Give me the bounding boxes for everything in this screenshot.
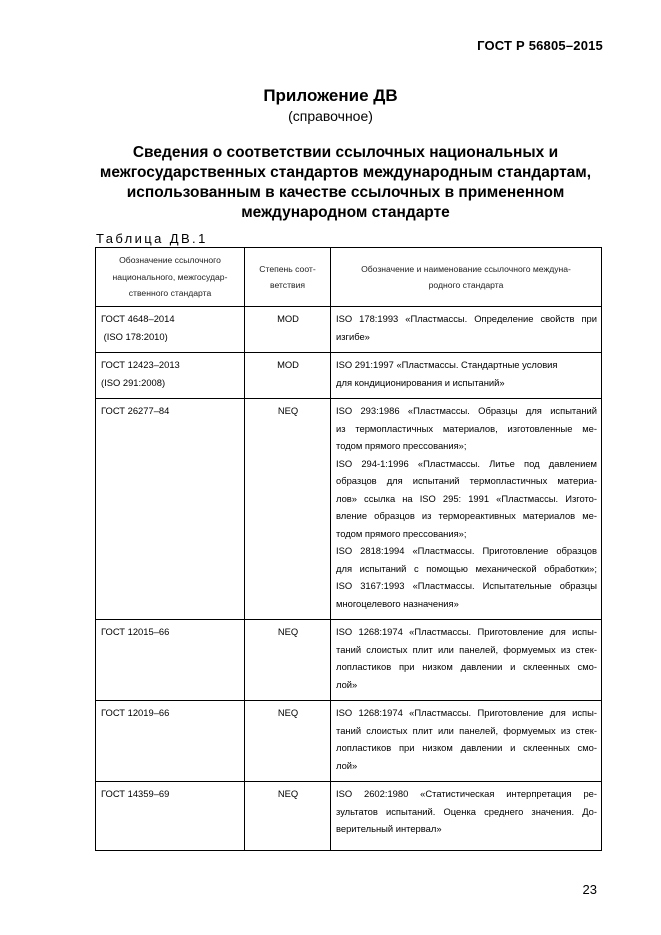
- table-row: [96, 353, 602, 399]
- cell-line: тодом прямого прессования»;: [336, 527, 467, 539]
- cell-degree: NEQ: [245, 701, 331, 782]
- appendix-title: Приложение ДВ: [263, 86, 398, 105]
- cell-line: (ISO 178:2010): [101, 330, 168, 342]
- header-line: Обозначение и наименование ссылочного междуна-: [361, 263, 571, 274]
- cell-degree: NEQ: [245, 782, 331, 851]
- header-line: родного стандарта: [428, 280, 504, 290]
- section-heading: [90, 143, 601, 223]
- cell-line: ISO 2818:1994 «Пластмассы. Приготовление образцов: [336, 545, 597, 556]
- cell-line: зультатов испытаний. Оценка среднего значения. До-: [336, 805, 597, 817]
- header-line: ветствия: [269, 280, 306, 290]
- cell-standard-code: [96, 701, 245, 782]
- header-line: Обозначение ссылочного: [119, 255, 221, 266]
- cell-line: верительный интервал»: [336, 823, 442, 834]
- header-degree: [245, 248, 331, 307]
- cell-line: ISO 1268:1974 «Пластмассы. Приготовление для испы-: [336, 626, 597, 637]
- cell-line: ISO 291:1997 «Пластмассы. Стандартные условия: [336, 359, 558, 370]
- cell-international-standard: [331, 353, 602, 399]
- cell-standard-code: [96, 399, 245, 620]
- document-code: ГОСТ Р 56805–2015: [477, 38, 603, 53]
- table-caption: Таблица ДВ.1: [96, 231, 208, 246]
- cell-standard-code: [96, 620, 245, 701]
- cell-line: лопластиков при низком давлении и склеенных смо-: [336, 661, 597, 672]
- section-heading-line: Сведения о соответствии ссылочных национальных и: [132, 144, 559, 161]
- header-line: национального, межгосудар-: [112, 271, 228, 282]
- cell-standard-code: [96, 353, 245, 399]
- cell-line: лой»: [336, 678, 358, 690]
- cell-line: тодом прямого прессования»;: [336, 440, 467, 451]
- cell-line: ISO 1268:1974 «Пластмассы. Приготовление для испы-: [336, 707, 597, 718]
- cell-international-standard: [331, 782, 602, 851]
- cell-international-standard: [331, 701, 602, 782]
- cell-standard-code: [96, 782, 245, 851]
- cell-line: изгибе»: [336, 330, 370, 342]
- cell-line: таний слоистых плит или панелей, формуемых из стек-: [336, 643, 597, 655]
- cell-line: для кондиционирования и испытаний»: [336, 376, 505, 388]
- header-international-standard: [331, 248, 602, 307]
- table-row: [96, 620, 602, 701]
- cell-line: ГОСТ 12019–66: [101, 707, 170, 718]
- cell-standard-code: [96, 307, 245, 353]
- table-row: [96, 307, 602, 353]
- cell-line: лой»: [336, 759, 358, 771]
- cell-line: ГОСТ 12423–2013: [101, 359, 180, 370]
- cell-line: ISO 178:1993 «Пластмассы. Определение свойств при: [336, 313, 597, 324]
- cell-line: лопластиков при низком давлении и склеенных смо-: [336, 742, 597, 753]
- page-number: 23: [582, 882, 597, 897]
- appendix-subtitle: (справочное): [288, 108, 373, 124]
- table-row: [96, 782, 602, 851]
- cell-line: ISO 2602:1980 «Статистическая интерпретация ре-: [336, 788, 597, 799]
- table-row: [96, 701, 602, 782]
- cell-line: многоцелевого назначения»: [336, 597, 459, 609]
- cell-line: ГОСТ 26277–84: [101, 405, 170, 416]
- section-heading-line: использованным в качестве ссылочных в примененном: [126, 184, 565, 201]
- section-heading-line: межгосударственных стандартов международным стандартам,: [99, 164, 592, 181]
- section-heading-line: международном стандарте: [241, 204, 450, 221]
- cell-line: ГОСТ 12015–66: [101, 626, 170, 637]
- header-line: ственного стандарта: [128, 288, 212, 299]
- cell-line: (ISO 291:2008): [101, 376, 166, 388]
- cell-degree: MOD: [245, 353, 331, 399]
- cell-degree: NEQ: [245, 620, 331, 701]
- cell-line: ISO 3167:1993 «Пластмассы. Испытательные образцы: [336, 580, 597, 591]
- cell-line: лов» ссылка на ISO 295: 1991 «Пластмассы. Изгото-: [336, 492, 597, 504]
- cell-line: таний слоистых плит или панелей, формуемых из стек-: [336, 724, 597, 736]
- header-line: Степень соот-: [259, 263, 316, 274]
- cell-line: ISO 294-1:1996 «Пластмассы. Литье под давлением: [336, 457, 597, 469]
- header-national-standard: [96, 248, 245, 307]
- cell-international-standard: [331, 399, 602, 620]
- table-row: [96, 399, 602, 620]
- cell-line: ГОСТ 14359–69: [101, 788, 170, 799]
- cell-degree: MOD: [245, 307, 331, 353]
- cell-line: образцов для испытаний термопластичных материа-: [336, 475, 597, 486]
- cell-degree: NEQ: [245, 399, 331, 620]
- cell-line: ISO 293:1986 «Пластмассы. Образцы для испытаний: [336, 405, 597, 416]
- cell-international-standard: [331, 620, 602, 701]
- cell-line: для испытаний с помощью механической обработки»;: [336, 562, 597, 574]
- cell-international-standard: [331, 307, 602, 353]
- table-header-row: [96, 248, 602, 307]
- cell-line: вление образцов из термореактивных материалов ме-: [336, 510, 597, 521]
- cell-line: из термопластичных материалов, изготовленные ме-: [336, 422, 597, 434]
- cell-line: ГОСТ 4648–2014: [101, 313, 175, 324]
- standards-table: [95, 247, 602, 851]
